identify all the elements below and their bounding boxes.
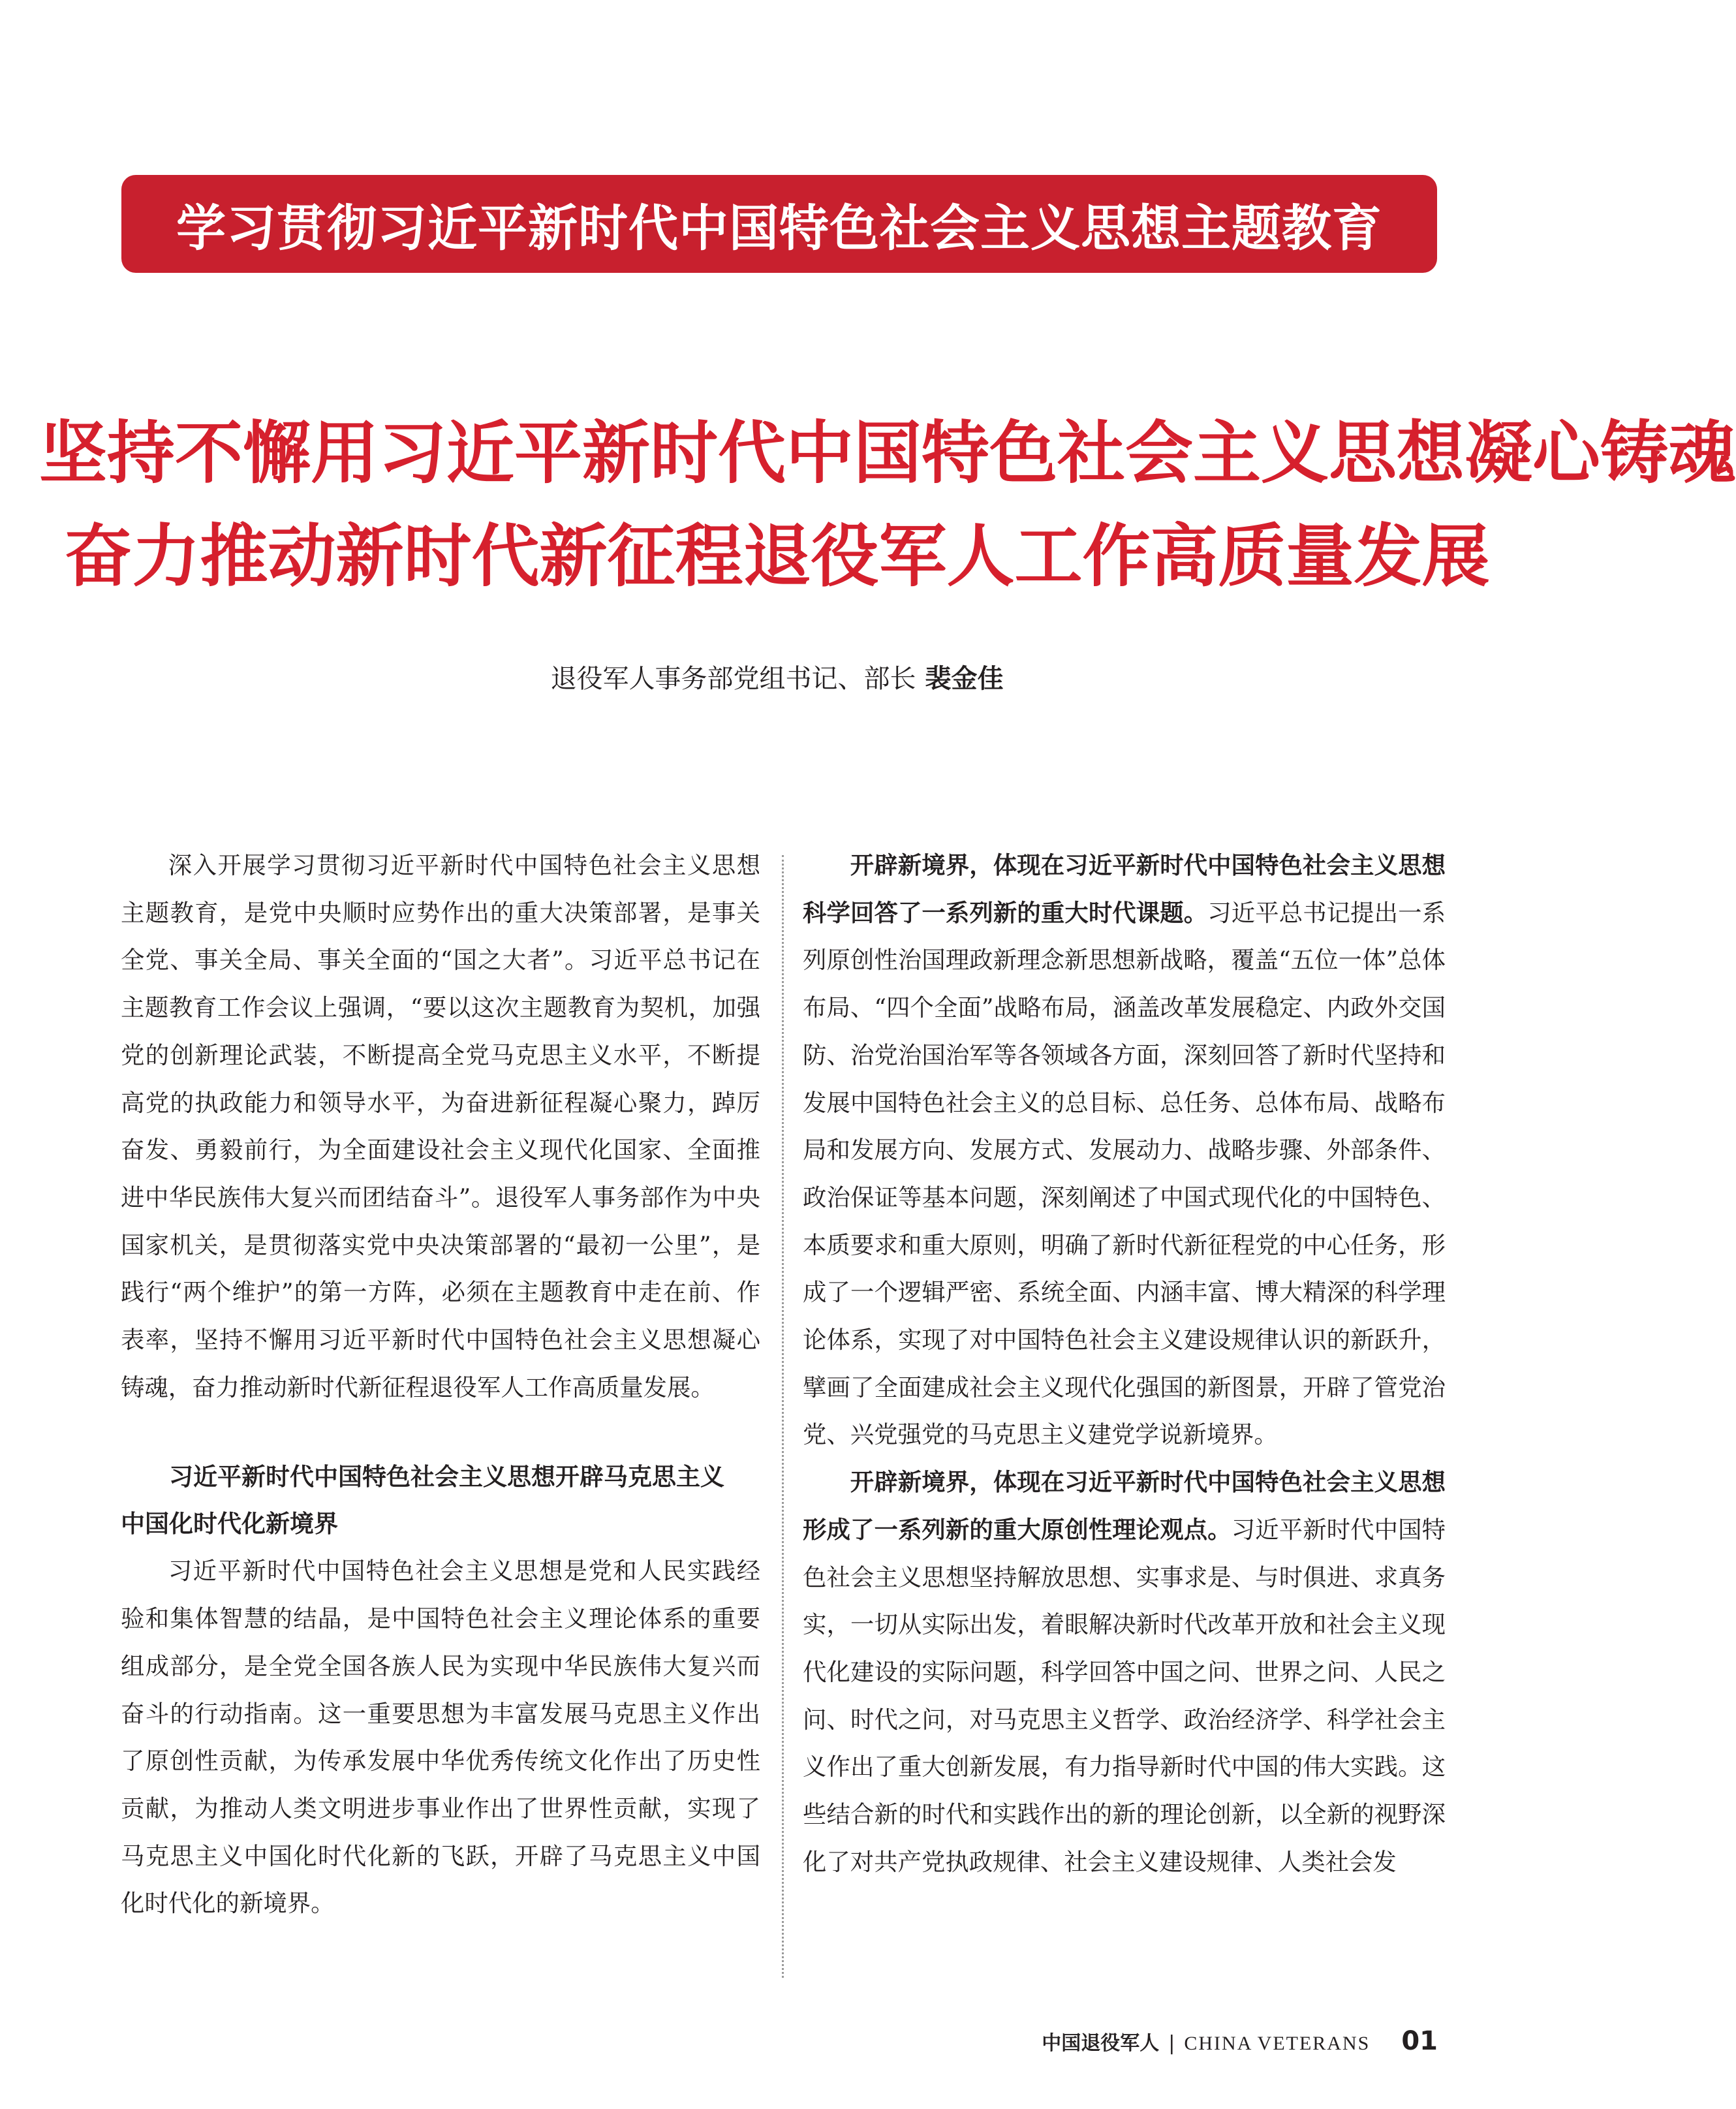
section-heading-line-2: 中国化时代化新境界 — [121, 1510, 338, 1539]
right-paragraph-1-body: 习近平总书记提出一系列原创性治国理政新理念新思想新战略，覆盖“五位一体”总体布局、“四个全面”战略布局，涵盖改革发展稳定、内政外交国防、治党治国治军等各领域各方面，深刻回答了新时代坚持和发展中国特色社会主义的总目标、总任务、总体布局、战略布局和发展方向、发展方式、发展动力、战略步骤、外部条件、政治保证等基本问题，深刻阐述了中国式现代化的中国特色、本质要求和重大原则，明确了新时代新征程党的中心任务，形成了一个逻辑严密、系统全面、内涵丰富、博大精深的科学理论体系，实现了对中国特色社会主义建设规律认识的新跃升，擘画了全面建成社会主义现代化强国的新图景，开辟了管党治党、兴党强党的马克思主义建党学说新境界。 — [803, 898, 1446, 1449]
magazine-name-en: CHINA VETERANS — [1184, 2033, 1371, 2054]
byline — [0, 658, 1554, 695]
section-heading-line-1: 习近平新时代中国特色社会主义思想开辟马克思主义 — [169, 1463, 724, 1492]
intro-paragraph: 深入开展学习贯彻习近平新时代中国特色社会主义思想主题教育，是党中央顺时应势作出的重大决策部署，是事关全党、事关全局、事关全面的“国之大者”。习近平总书记在主题教育工作会议上强调，“要以这次主题教育为契机，加强党的创新理论武装，不断提高全党马克思主义水平，不断提高党的执政能力和领导水平，为奋进新征程凝心聚力，踔厉奋发、勇毅前行，为全面建设社会主义现代化国家、全面推进中华民族伟大复兴而团结奋斗”。退役军人事务部作为中央国家机关，是贯彻落实党中央决策部署的“最初一公里”，是践行“两个维护”的第一方阵，必须在主题教育中走在前、作表率，坚持不懈用习近平新时代中国特色社会主义思想凝心铸魂，奋力推动新时代新征程退役军人工作高质量发展。 — [121, 851, 760, 1401]
magazine-name-cn: 中国退役军人 — [1042, 2032, 1160, 2055]
theme-banner — [121, 175, 1437, 273]
right-paragraph-2-body: 习近平新时代中国特色社会主义思想坚持解放思想、实事求是、与时俱进、求真务实，一切从实际出发，着眼解决新时代改革开放和社会主义现代化建设的实际问题，科学回答中国之问、世界之问、人民之问、时代之问，对马克思主义哲学、政治经济学、科学社会主义作出了重大创新发展，有力指导新时代中国的伟大实践。这些结合新的时代和实践作出的新的理论创新，以全新的视野深化了对共产党执政规律、社会主义建设规律、人类社会发 — [803, 1515, 1446, 1876]
page-number: 01 — [1401, 2026, 1438, 2056]
right-paragraph-2-lead: 开辟新境界，体现在习近平新时代中国特色社会主义思想形成了一系列新的重大原创性理论观点。 — [803, 1468, 1446, 1544]
right-column — [803, 842, 1446, 1886]
right-paragraph-2 — [803, 1459, 1446, 1886]
headline-line-1: 坚持不懈用习近平新时代中国特色社会主义思想凝心铸魂 — [39, 413, 1736, 493]
right-paragraph-1 — [803, 842, 1446, 1459]
author-name: 裴金佳 — [925, 664, 1004, 694]
author-position: 退役军人事务部党组书记、部长 — [550, 664, 916, 694]
banner-title: 学习贯彻习近平新时代中国特色社会主义思想主题教育 — [176, 198, 1382, 257]
headline-line-2: 奋力推动新时代新征程退役军人工作高质量发展 — [64, 516, 1490, 596]
right-paragraph-1-lead: 开辟新境界，体现在习近平新时代中国特色社会主义思想科学回答了一系列新的重大时代课题。 — [803, 851, 1446, 927]
left-column — [121, 842, 760, 1928]
page-footer — [1042, 2026, 1438, 2056]
footer-separator: | — [1168, 2032, 1175, 2055]
column-divider — [782, 855, 784, 1978]
section-paragraph: 习近平新时代中国特色社会主义思想是党和人民实践经验和集体智慧的结晶，是中国特色社会主义理论体系的重要组成部分，是全党全国各族人民为实现中华民族伟大复兴而奋斗的行动指南。这一重要思想为丰富发展马克思主义作出了原创性贡献，为传承发展中华优秀传统文化作出了历史性贡献，为推动人类文明进步事业作出了世界性贡献，实现了马克思主义中国化时代化新的飞跃，开辟了马克思主义中国化时代化的新境界。 — [121, 1557, 760, 1918]
section-heading — [121, 1454, 760, 1548]
